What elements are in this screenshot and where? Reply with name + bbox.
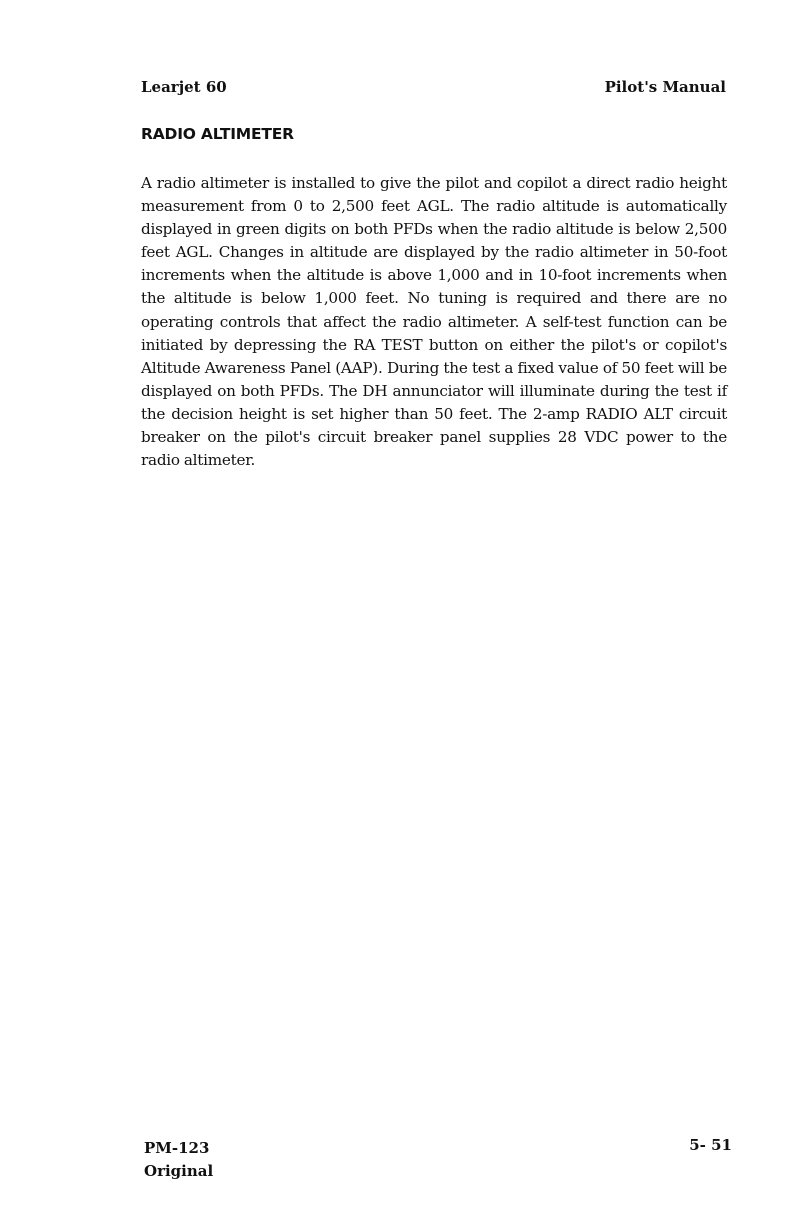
footer-document-number: PM-123 xyxy=(144,1139,210,1157)
header-manual-title: Pilot's Manual xyxy=(604,78,726,96)
footer-document-info xyxy=(144,1137,213,1183)
section-body-paragraph: A radio altimeter is installed to give the pilot and copilot a direct radio height measurement from 0 to 2,500 feet AGL. The radio altitude is automatically displayed in green digits on both PFDs when the radio altitude is below 2,500 feet AGL. Changes in altitude are displayed by the radio altimeter in 50-foot increments when the altitude is above 1,000 and in 10-foot increments when the altitude is below 1,000 feet. No tuning is required and there are no operating controls that affect the radio altimeter. A self-test function can be initiated by depressing the RA TEST button on either the pilot's or copilot's Altitude Awareness Panel (AAP). During the test a fixed value of 50 feet will be displayed on both PFDs. The DH annunciator will illuminate during the test if the decision height is set higher than 50 feet. The 2-amp RADIO ALT circuit breaker on the pilot's circuit breaker panel supplies 28 VDC power to the radio altimeter. xyxy=(141,174,727,470)
footer-page-number: 5- 51 xyxy=(689,1136,732,1154)
header-aircraft-model: Learjet 60 xyxy=(141,78,227,96)
section-title: RADIO ALTIMETER xyxy=(141,125,294,143)
footer-revision: Original xyxy=(144,1162,214,1180)
